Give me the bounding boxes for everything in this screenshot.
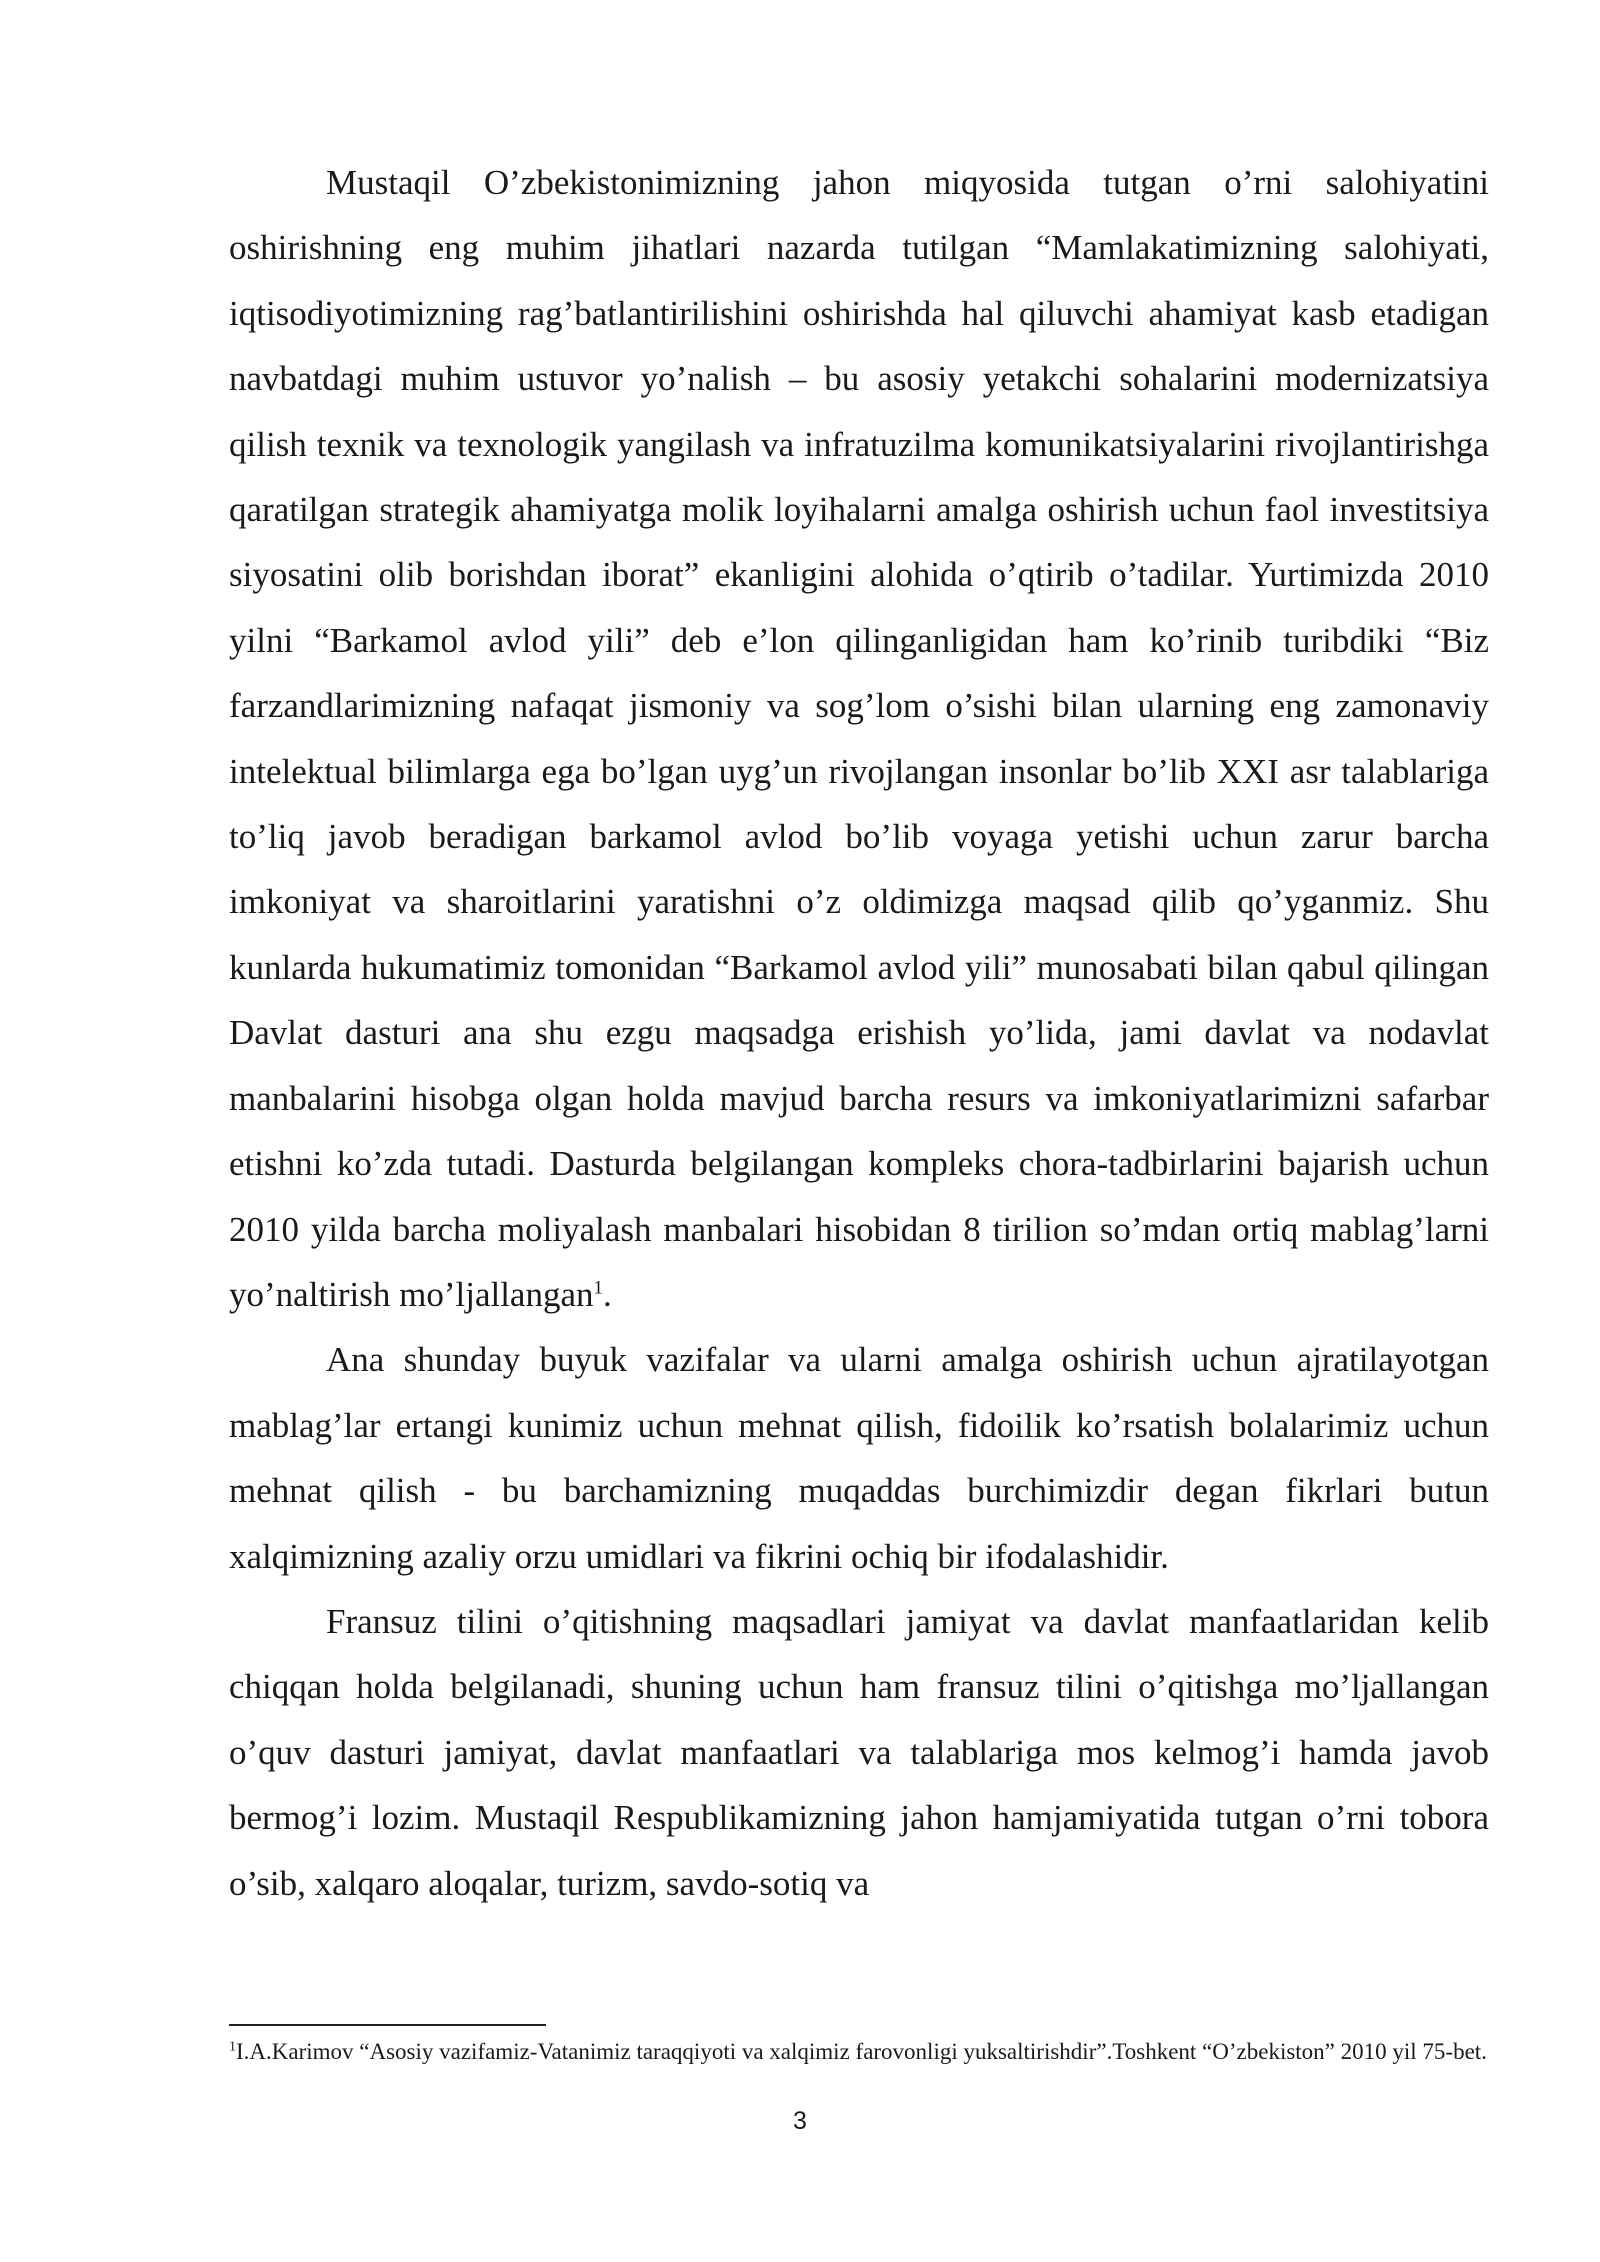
- body-text: [229, 150, 1489, 1916]
- footnote-marker: 1: [229, 2039, 236, 2055]
- paragraph-3: Fransuz tilini o’qitishning maqsadlari jamiyat va davlat manfaatlaridan kelib chiqqan holda belgilanadi, shuning uchun ham fransuz tilini o’qitishga mo’ljallangan o’quv dasturi jamiyat, davlat manfaatlari va talablariga mos kelmog’i hamda javob bermog’i lozim. Mustaqil Respublikamizning jahon hamjamiyatida tutgan o’rni tobora o’sib, xalqaro aloqalar, turizm, savdo-sotiq va: [229, 1601, 1489, 1903]
- page-number: 3: [793, 2107, 807, 2135]
- footnote-reference[interactable]: 1: [593, 1277, 603, 1299]
- paragraph-2: Ana shunday buyuk vazifalar va ularni amalga oshirish uchun ajratilayotgan mablag’lar ertangi kunimiz uchun mehnat qilish, fidoilik ko’rsatish bolalarimiz uchun mehnat qilish - bu barchamizning muqaddas burchimizdir degan fikrlari butun xalqimizning azaliy orzu umidlari va fikrini ochiq bir ifodalashidir.: [229, 1340, 1489, 1576]
- footnote-separator: [229, 2024, 546, 2026]
- paragraph-1-text: Mustaqil O’zbekistonimizning jahon miqyosida tutgan o’rni salohiyatini oshirishning eng muhim jihatlari nazarda tutilgan “Mamlakatimizning salohiyati, iqtisodiyotimizning rag’batlantirilishini oshirishda hal qiluvchi ahamiyat kasb etadigan navbatdagi muhim ustuvor yo’nalish – bu asosiy yetakchi sohalarini modernizatsiya qilish texnik va texnologik yangilash va infratuzilma komunikatsiyalarini rivojlantirishga qaratilgan strategik ahamiyatga molik loyihalarni amalga oshirish uchun faol investitsiya siyosatini olib borishdan iborat” ekanligini alohida o’qtirib o’tadilar. Yurtimizda 2010 yilni “Barkamol avlod yili” deb e’lon qilinganligidan ham ko’rinib turibdiki “Biz farzandlarimizning nafaqat jismoniy va sog’lom o’sishi bilan ularning eng zamonaviy intelektual bilimlarga ega bo’lgan uyg’un rivojlangan insonlar bo’lib XXI asr talablariga to’liq javob beradigan barkamol avlod bo’lib voyaga yetishi uchun zarur barcha imkoniyat va sharoitlarini yaratishni o’z oldimizga maqsad qilib qo’yganmiz. Shu kunlarda hukumatimiz tomonidan “Barkamol avlod yili” munosabati bilan qabul qilingan Davlat dasturi ana shu ezgu maqsadga erishish yo’lida, jami davlat va nodavlat manbalarini hisobga olgan holda mavjud barcha resurs va imkoniyatlarimizni safarbar etishni ko’zda tutadi. Dasturda belgilangan kompleks chora-tadbirlarini bajarish uchun 2010 yilda barcha moliyalash manbalari hisobidan 8 tirilion so’mdan ortiq mablag’larni yo’naltirish mo’ljallangan: [229, 163, 1489, 1314]
- footnote-text: I.A.Karimov “Asosiy vazifamiz-Vatanimiz taraqqiyoti va xalqimiz farovonligi yuksaltirishdir”.Toshkent “O’zbekiston” 2010 yil 75-bet.: [236, 2039, 1487, 2064]
- paragraph-1-tail: .: [603, 1274, 612, 1314]
- paragraph-1: [229, 150, 1489, 1327]
- footnote: [229, 2034, 1489, 2070]
